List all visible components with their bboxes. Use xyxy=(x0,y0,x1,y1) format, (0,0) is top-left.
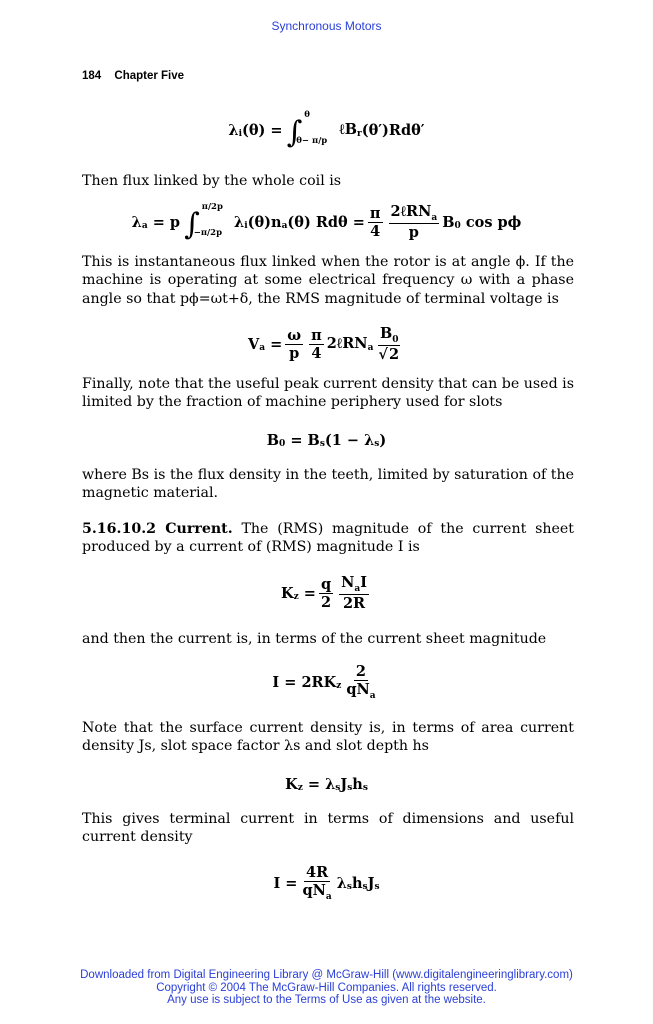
equation-3: V a = $\frac{\omega}{p}$ $\frac{\pi}{4}$ 2ℓRN a $\frac{B_0}{√2}$ xyxy=(247,325,400,363)
equation-8: I = $\frac{4R}{qN_a}$ λ s h s J s xyxy=(273,864,380,902)
paragraph-6: and then the current is, in terms of the current sheet magnitude xyxy=(82,631,547,647)
footer-line-1: Downloaded from Digital Engineering Library @ McGraw-Hill (www.digitalengineeringlibrary.com) xyxy=(80,969,573,981)
equation-4: B 0 = B s (1 − λ s ) xyxy=(266,431,387,449)
equation-5: K z = $\frac{q}{2}$ $\frac{N_aI}{2R}$ xyxy=(281,574,367,612)
paragraph-8: This gives terminal current in terms of dimensions and useful current density xyxy=(82,811,574,846)
chapter-title: Chapter Five xyxy=(114,70,185,82)
paragraph-7: Note that the surface current density is, in terms of area current density Js, slot space factor λs and slot depth hs xyxy=(82,720,574,755)
page-number: 184 xyxy=(82,70,102,82)
paragraph-4: where Bs is the flux density in the teeth, limited by saturation of the magnetic material. xyxy=(82,467,574,502)
equation-2: λ a = p ∫ π/2p −π/2p λ i (θ)n a (θ) Rdθ = $\frac{\pi}{4}$ $\frac{2\ell RN_a}{p}$ B 0 cos pϕ xyxy=(131,202,522,242)
equation-6: I = 2RK z $\frac{2}{qN_a}$ xyxy=(272,663,376,701)
running-header: Synchronous Motors xyxy=(271,19,382,33)
paragraph-3: Finally, note that the useful peak current density that can be used is limited by the fraction of machine periphery used for slots xyxy=(82,376,574,411)
equation-1: λ i (θ) = ∫ θ θ− π/p ℓB r (θ′)Rdθ′ xyxy=(228,110,425,150)
section-heading: 5.16.10.2 Current. xyxy=(82,521,233,537)
integral-sign: ∫ xyxy=(184,206,200,242)
footer-line-3: Any use is subject to the Terms of Use as given at the website. xyxy=(167,994,486,1006)
integral-sign: ∫ xyxy=(286,114,303,150)
paragraph-2: This is instantaneous flux linked when the rotor is at angle ϕ. If the machine is operating at some electrical frequency ω with a phase angle so that pϕ=ωt+δ, the RMS magnitude of terminal voltage is xyxy=(82,254,574,307)
paragraph-1: Then flux linked by the whole coil is xyxy=(82,173,342,189)
equation-7: K z = λ s J s h s xyxy=(285,775,368,793)
page-header xyxy=(82,70,184,82)
footer-line-2: Copyright © 2004 The McGraw-Hill Companies. All rights reserved. xyxy=(156,981,497,994)
download-footer xyxy=(0,969,653,1007)
paragraph-5: 5.16.10.2 Current. The (RMS) magnitude of the current sheet produced by a current of (RMS) magnitude I is xyxy=(82,521,574,556)
